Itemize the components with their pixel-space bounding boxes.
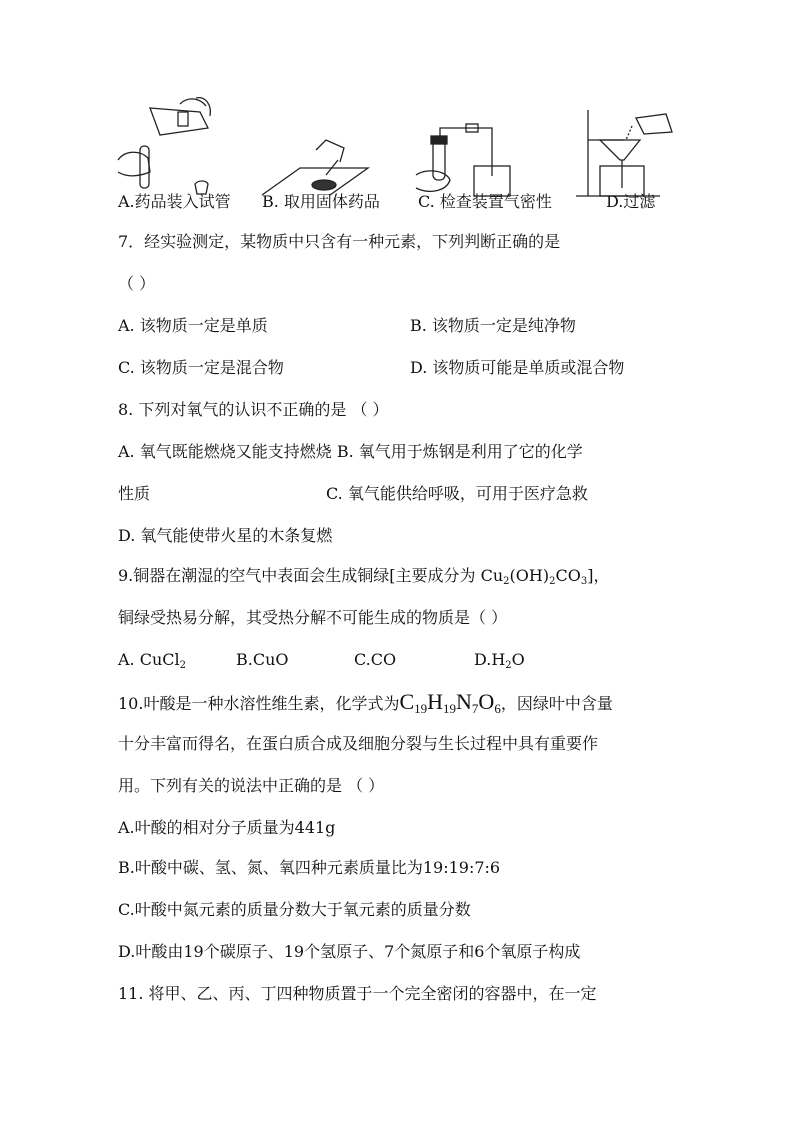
illus-caption-c: C. 检查装置气密性	[418, 192, 552, 211]
formula-n: N	[456, 689, 472, 714]
formula-o-count: 6	[494, 701, 501, 716]
q9-option-d-text: D.H	[474, 650, 506, 669]
q7-option-b: B. 该物质一定是纯净物	[410, 316, 576, 335]
q9-option-a	[118, 650, 186, 670]
q10-stem-line2: 十分丰富而得名，在蛋白质合成及细胞分裂与生长过程中具有重要作	[118, 734, 599, 753]
q8-option-d: D. 氧气能使带火星的木条复燃	[118, 526, 333, 545]
q10-stem-post: ，因绿叶中含量	[500, 694, 613, 713]
q8-options-line1: A. 氧气既能燃烧又能支持燃烧 B. 氧气用于炼钢是利用了它的化学	[118, 442, 583, 461]
q10-stem	[118, 689, 613, 716]
formula-o: O	[478, 689, 495, 714]
formula-c: C	[399, 689, 415, 714]
illus-a-loading-test-tube	[118, 98, 210, 194]
illus-caption-d: D.过滤	[606, 192, 656, 211]
q9-option-a-text: A. CuCl	[118, 650, 180, 669]
q8-stem: 8. 下列对氧气的认识不正确的是 （ ）	[118, 400, 389, 419]
q7-option-a: A. 该物质一定是单质	[118, 316, 268, 335]
q10-option-a: A.叶酸的相对分子质量为441g	[118, 818, 336, 837]
q10-option-c: C.叶酸中氮元素的质量分数大于氧元素的质量分数	[118, 900, 471, 919]
illus-caption-b: B. 取用固体药品	[262, 192, 380, 211]
q9-sub-2: 2	[549, 576, 556, 587]
q11-stem: 11. 将甲、乙、丙、丁四种物质置于一个完全密闭的容器中，在一定	[118, 984, 597, 1003]
q9-option-d-post: O	[511, 650, 525, 669]
lab-illustrations	[0, 0, 794, 200]
illus-d-filtration	[576, 110, 672, 196]
q8-options-line2-left: 性质	[118, 484, 151, 503]
q9-sub-3: 3	[580, 576, 588, 587]
q9-sub-1: 2	[503, 576, 510, 587]
q9-option-d	[474, 650, 525, 670]
formula-h-count: 19	[443, 701, 457, 716]
q10-stem-line3: 用。下列有关的说法中正确的是 （ ）	[118, 776, 385, 795]
q9-stem	[118, 566, 609, 586]
formula-c-count: 19	[414, 701, 428, 716]
q10-formula	[399, 689, 500, 714]
q7-option-c: C. 该物质一定是混合物	[118, 358, 284, 377]
q9-stem-line2: 铜绿受热易分解，其受热分解不可能生成的物质是（ ）	[118, 608, 508, 627]
q9-stem-pre: 9.铜器在潮湿的空气中表面会生成铜绿[主要成分为 Cu	[118, 566, 504, 585]
q9-mid-2: CO	[555, 566, 581, 585]
q10-option-b: B.叶酸中碳、氢、氮、氧四种元素质量比为19:19:7:6	[118, 858, 501, 877]
q9-option-b: B.CuO	[236, 650, 289, 669]
illus-b-solid-reagent	[262, 140, 368, 195]
formula-n-count: 7	[471, 701, 479, 716]
q9-option-a-sub: 2	[179, 660, 187, 671]
illus-caption-a: A.药品装入试管	[118, 192, 231, 211]
q9-stem-post: ]，	[587, 566, 610, 585]
q7-stem: 7．经实验测定，某物质中只含有一种元素，下列判断正确的是	[118, 232, 561, 251]
q8-option-c: C. 氧气能供给呼吸，可用于医疗急救	[326, 484, 588, 503]
illus-c-airtightness	[416, 124, 510, 196]
q7-answer-paren: （ ）	[118, 274, 156, 293]
q9-option-d-sub: 2	[505, 660, 512, 671]
q9-option-c: C.CO	[354, 650, 397, 669]
q10-option-d: D.叶酸由19个碳原子、19个氢原子、7个氮原子和6个氧原子构成	[118, 942, 581, 961]
q9-mid-1: (OH)	[509, 566, 550, 585]
q10-stem-pre: 10.叶酸是一种水溶性维生素，化学式为	[118, 694, 400, 713]
q7-option-d: D. 该物质可能是单质或混合物	[410, 358, 625, 377]
formula-h: H	[427, 689, 444, 714]
